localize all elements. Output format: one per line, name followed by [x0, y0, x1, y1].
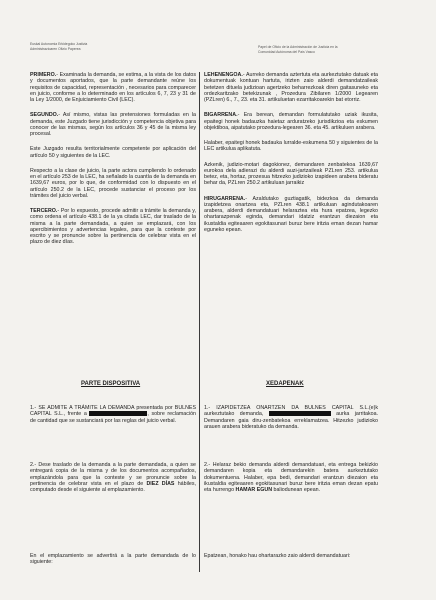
redacted-name-block [89, 411, 147, 416]
dispositive-text: 1.- SE ADMITE A TRÁMITE LA DEMANDA presentada por BULNES CAPITAL S.L., frente a [30, 405, 196, 418]
header-right-line-1: Papel de Oficio de la Administración de Justicia en la [258, 45, 338, 49]
dispositive-text: baliodunean epean. [273, 487, 321, 493]
paragraph-text: Respecto a la clase de juicio, la parte actora cumpliendo lo ordenado en el artículo 253 de la LEC, ha señalado la cuantía de la demanda en 1639,67 euros, por lo que, de conformidad con lo dispuesto en el artículo 250.2 de la LEC, procede sustanciar el proceso por los trámites del juicio verbal. [30, 167, 196, 199]
dispositive-right-1 [204, 405, 378, 430]
paragraph-text: Este Juzgado resulta territorialmente competente por aplicación del artículo 50 y siguientes de la LEC. [30, 146, 196, 159]
paragraph-text: - Así mismo, vistas las pretensiones formuladas en la demanda, este Juzgado tiene jurisdicción y competencia objetiva para conocer de las mismas, según los artículos 36 y 45 de la misma ley procesal. [30, 112, 196, 137]
header-left-line-2: Administrazioaren Ofizio Paperea [30, 47, 81, 51]
paragraph-lead: TERCERO. [30, 208, 58, 214]
dispositive-right-3 [204, 553, 378, 559]
paragraph-text: - Aurreko demanda aztertuta eta aurkeztutako datuak eta dokumentuak kontuan hartuta, irizten zaio alderdi demandatzaileak betetzen dituela judizioan agertzeko beharrezkoak diren gaitasuneko eta ordezkaritzako betekizunak , Prozedura Zibilaren 1/2000 Legearen (PZLren) 6., 7., 23. eta 31. artikuluetan ezarritakoarekin bat etorriz. [204, 72, 378, 103]
header-left [30, 42, 87, 52]
paragraph-lehenengoa [204, 72, 378, 103]
column-divider [199, 72, 200, 572]
dispositive-left-1 [30, 405, 196, 424]
dispositive-text: 2.- Helaraz bekio demanda alderdi demandatuari, eta entrega bekizkio demandaren kopia eta demandarekin batera aurkeztutako dokumentuena. Halaber, epa bedi, demandari erantzun diezaion eta ikustaldia egiteaaren egokitasunari buruz bere iritzia eman dezan epatu eta hurrengo [204, 462, 378, 493]
paragraph-halaber [204, 140, 378, 153]
paragraph-lead: LEHENENGOA. [204, 72, 243, 78]
dispositive-text: hábiles, computado desde el siguiente al emplazamiento. [30, 480, 196, 493]
paragraph-lead: SEGUNDO. [30, 112, 59, 119]
paragraph-text: - Examinada la demanda, se estima, a la vista de los datos y documentos aportados, que la parte demandante reúne los requisitos de capacidad, representación , necesarios para comparecer en juicio, conforme a lo determinado en los artículos 6, 7, 23 y 31 de la Ley 1/2000, de Enjuiciamiento Civil (LEC). [30, 72, 196, 103]
dispositive-left-3 [30, 553, 196, 566]
header-right [258, 45, 338, 55]
paragraph-text: - Por lo expuesto, procede admitir a trámite la demanda y, como ordena el artículo 438.1 de la ya citada LEC, dar traslado de la misma a la parte demandada, a quien se emplazará, con los apercibimientos y advertencias legales, para que la conteste por escrito y se pronuncie sobre la pertinencia de celebrar vista en el plazo de diez días. [30, 208, 196, 246]
paragraph-bigarrena [204, 112, 378, 131]
paragraph-text: - Azaldutako guztiagatik, bidezkoa da demanda izapidetzea onartzea eta, PZLren 438.1 artikuluan agindutakoaren arabera, alderdi demandatuari helaraztea eta hura epatzea, legezko ohartarazpenak eginda, demandari idatziz erantzun diezaion eta ikustaldia egiteaaren egokitasunari buruz bere iritzia eman dezan hamar eguneko epean. [204, 195, 378, 233]
dispositive-text: , sobre reclamación de cantidad que se sustanciará por las reglas del juicio verbal. [30, 411, 196, 424]
paragraph-lead: HIRUGARRENA. [204, 195, 246, 202]
paragraph-tercero [30, 208, 196, 246]
dispositive-text: aurka jarritakoa. Demandaren gaia diru-zenbatekoa erreklamatzea. Hitzezko judizioko arauen arabera bideratuko da demanda. [204, 411, 378, 430]
spanish-column [30, 72, 196, 255]
paragraph-lead: PRIMERO. [30, 72, 57, 78]
dispositive-text: 2.- Dese traslado de la demanda a la parte demandada, a quien se entregará copia de la misma y de los documentos acompañados, emplazándola para que la conteste y se pronuncie sobre la pertinencia de celebrar vista en el plazo de [30, 462, 196, 487]
dispositive-left-2 [30, 462, 196, 493]
dispositive-text: 1.- IZAPIDETZEA ONARTZEN DA BULNES CAPITAL S.L.(e)k aurkeztutako demanda, [204, 405, 378, 418]
paragraph-text: - Era berean, demandan formulatutako uziak ikusita, epaitegi honek badauzka haietaz arduratzeko jurisdikzioa eta eskumen objektiboa, aipatutako prozedura-legearen 36. eta 45. artikuluen arabera. [204, 112, 378, 131]
header-left-line-1: Euskal Autonomia Erkidegoko Justizia [30, 42, 88, 46]
dispositive-right-2 [204, 462, 378, 493]
header-right-line-2: Comunidad Autónoma del País Vasco [258, 50, 315, 54]
dispositive-text: Epatzean, honako hau ohartarazko zaio alderdi demandatuari: [204, 553, 351, 559]
paragraph-text: Halaber, epaitegi honek badauka lurralde-eskumena 50 y siguientes de la LEC artikulua aplikatuta. [204, 140, 378, 153]
dispositive-emphasis: HAMAR EGUN [235, 487, 273, 493]
paragraph-lead: BIGARRENA. [204, 112, 238, 119]
redacted-name-block [269, 411, 331, 416]
paragraph-hirugarrena [204, 196, 378, 234]
basque-column [204, 72, 378, 242]
dispositive-text: En el emplazamiento se advertirá a la parte demandada de lo siguiente: [30, 553, 196, 566]
section-title-left: PARTE DISPOSITIVA [81, 381, 141, 387]
paragraph-primero [30, 72, 196, 103]
paragraph-azkenik [204, 162, 378, 187]
paragraph-trial-type [30, 168, 196, 199]
section-title-right: XEDAPENAK [266, 381, 304, 387]
paragraph-competence [30, 146, 196, 159]
paragraph-segundo [30, 112, 196, 137]
dispositive-emphasis: DIEZ DÍAS [146, 480, 175, 487]
paragraph-text: Azkenik, judizio-motari dagokionez, demandaren zenbatekoa 1639,67 eurokoa dela adierazi du alderdi auzi-jartzaileak PZLren 253. artikulua betez, eta, hortaz, prozesua hitzezko judizioko izapideen arabera bideratu behar da, PZLren 250.2 artikuluan jarraikiz [204, 161, 378, 187]
